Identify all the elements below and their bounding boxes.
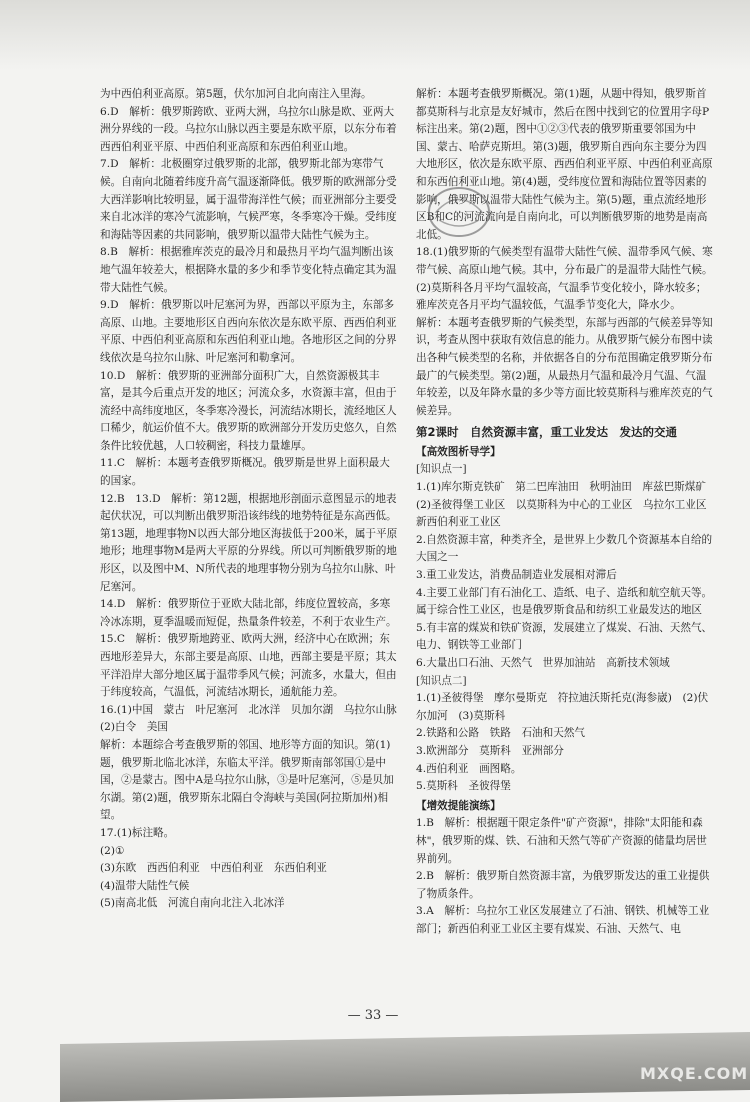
left-column	[100, 86, 400, 913]
list-item: 1.(1)圣彼得堡 摩尔曼斯克 符拉迪沃斯托克(海参崴) (2)伏尔加河 (3)莫斯科	[416, 692, 709, 722]
list-item: 2.B 解析：俄罗斯自然资源丰富，为俄罗斯发达的重工业提供了物质条件。	[416, 870, 710, 900]
answer-block: 11.C 解析：本题考查俄罗斯概况。俄罗斯是世界上面积最大的国家。	[100, 457, 390, 488]
answer-block: 12.B 13.D 解析：第12题，根据地形剖面示意图显示的地表起伏状况，可以判断出俄罗斯沿该纬线的地势特征是东高西低。第13题，地理事物N以西大部分地区海拔低于200米，属于平原地形；地理事物M是两大平原的分界线。所以可判断俄罗斯的地形区，以及图中M、N所代表的地理事物分别为乌拉尔山脉、叶尼塞河。	[100, 492, 398, 593]
knowledge-point-label: [知识点一]	[416, 463, 467, 476]
ink-stamp-icon	[424, 182, 494, 242]
list-item: 5.莫斯科 圣彼得堡	[416, 780, 511, 793]
answer-block: 为中西伯利亚高原。第5题，伏尔加河自北向南注入里海。	[100, 88, 372, 100]
list-item: 3.欧洲部分 莫斯科 亚洲部分	[416, 744, 564, 757]
answer-block: 15.C 解析：俄罗斯地跨亚、欧两大洲，经济中心在欧洲；东西地形差异大，东部主要是高原、山地，西部主要是平原；其太平洋沿岸大部分地区属于温带季风气候；河流多，水量大，但由于纬度较高，气温低，河流结冰期长，通航能力差。	[100, 633, 397, 699]
list-item: 4.西伯利亚 画图略。	[416, 762, 522, 775]
answer-block: 17.(1)标注略。	[100, 826, 175, 839]
list-item: 1.B 解析：根据题干限定条件"矿产资源"，排除"太阳能和森林"，俄罗斯的煤、铁、石油和天然气等矿产资源的储量均居世界前列。	[416, 817, 707, 865]
list-item: 2.铁路和公路 铁路 石油和天然气	[416, 727, 586, 740]
answer-block: 14.D 解析：俄罗斯位于亚欧大陆北部，纬度位置较高，多寒冷冰冻期，夏季温暖而短促，热量条件较差，不利于农业生产。	[100, 598, 397, 628]
list-item: 6.大量出口石油、天然气 世界加油站 高新技术领域	[416, 657, 670, 669]
answer-block: 9.D 解析：俄罗斯以叶尼塞河为界，西部以平原为主，东部多高原、山地。主要地形区自西向东依次是东欧平原、西西伯利亚平原、中西伯利亚高原和东西伯利亚山地。各地形区之间的分界线依次是乌拉尔山脉、叶尼塞河和勒拿河。	[100, 299, 397, 364]
answer-block: 6.D 解析：俄罗斯跨欧、亚两大洲，乌拉尔山脉是欧、亚两大洲分界线的一段。乌拉尔山脉以西主要是东欧平原，以东分布着西西伯利亚平原、中西伯利亚高原和东西伯利亚山地。	[100, 105, 397, 153]
answer-block: (5)南高北低 河流自南向北注入北冰洋	[100, 897, 285, 910]
list-item: 5.有丰富的煤炭和铁矿资源，发展建立了煤炭、石油、天然气、电力、钢铁等工业部门	[416, 621, 713, 652]
page-number: — 33 —	[347, 1008, 399, 1023]
answer-block: 18.(1)俄罗斯的气候类型有温带大陆性气候、温带季风气候、寒带气候、高原山地气候。其中，分布最广的是温带大陆性气候。	[416, 246, 713, 276]
answer-block: 7.D 解析：北极圈穿过俄罗斯的北部，俄罗斯北部为寒带气候。自南向北随着纬度升高气温逐渐降低。俄罗斯的欧洲部分受大西洋影响比较明显，属于温带海洋性气候；而亚洲部分主要受来自北冰洋的寒冷气流影响，气候严寒，冬季寒冷干燥。受纬度和海陆等因素的共同影响，俄罗斯以温带大陆性气候为主。	[100, 158, 397, 241]
list-item: 4.主要工业部门有石油化工、造纸、电子、造纸和航空航天等。属于综合性工业区，也是俄罗斯食品和纺织工业最发达的地区	[416, 586, 713, 617]
knowledge-point-label: [知识点二]	[416, 674, 467, 687]
section-title: 【增效提能演练】	[416, 799, 501, 812]
answer-block: (2)白令 美国	[100, 721, 168, 734]
watermark-text: MXQE.COM	[640, 1064, 749, 1083]
answer-block: (2)莫斯科各月平均气温较高，气温季节变化较小，降水较多；雅库茨克各月平均气温较低，气温季节变化大，降水少。	[416, 281, 707, 312]
answer-block: 解析：本题考查俄罗斯的气候类型，东部与西部的气候差异等知识，考查从图中获取有效信息的能力。从俄罗斯气候分布图中读出各种气候类型的名称，并依据各自的分布范围确定俄罗斯分布最广的气候类型。第(2)题，从最热月气温和最冷月气温、气温年较差，以及年降水量的多少等方面比较莫斯科与雅库茨克的气候差异。	[416, 316, 713, 417]
answer-block: (4)温带大陆性气候	[100, 879, 190, 892]
list-item: 3.重工业发达，消费品制造业发展相对滞后	[416, 569, 617, 582]
answer-block: (3)东欧 西西伯利亚 中西伯利亚 东西伯利亚	[100, 862, 327, 875]
page-top-shadow	[0, 0, 750, 70]
list-item: 2.自然资源丰富，种类齐全，是世界上少数几个资源基本自给的大国之一	[416, 533, 713, 564]
answer-block: (2)①	[100, 844, 125, 857]
list-item: 3.A 解析：乌拉尔工业区发展建立了石油、钢铁、机械等工业部门；新西伯利亚工业区主要有煤炭、石油、天然气、电	[416, 905, 710, 935]
answer-block: 解析：本题考查俄罗斯概况。第(1)题，从题中得知，俄罗斯首都莫斯科与北京是友好城市，然后在图中找到它的位置用字母P标注出来。第(2)题，图中①②③代表的俄罗斯重要邻国为中国、蒙古、哈萨克斯坦。第(3)题，俄罗斯自西向东主要分为四大地形区，依次是东欧平原、西西伯利亚平原、中西伯利亚高原和东西伯利亚山地。第(4)题，受纬度位置和海陆位置等因素的影响，俄罗斯以温带大陆性气候为主。第(5)题，重点流经地形区B和C的河流流向是自南向北，可以判断俄罗斯的地势是南高北低。	[416, 88, 713, 241]
answer-block: 10.D 解析：俄罗斯的亚洲部分面积广大，自然资源极其丰富，是其今后重点开发的地区；河流众多，水资源丰富，但由于流经中高纬度地区，冬季寒冷漫长，河流结冰期长，流经地区人口稀少，航运价值不大。俄罗斯的欧洲部分开发历史悠久，自然条件比较优越，人口较稠密，科技力量雄厚。	[100, 369, 397, 452]
list-item: 1.(1)库尔斯克铁矿 第二巴库油田 秋明油田 库兹巴斯煤矿 (2)圣彼得堡工业区 以莫斯科为中心的工业区 乌拉尔工业区 新西伯利亚工业区	[416, 481, 718, 529]
lesson-title: 第2课时 自然资源丰富，重工业发达 发达的交通	[416, 425, 677, 440]
section-title: 【高效图析导学】	[416, 445, 501, 458]
answer-block: 16.(1)中国 蒙古 叶尼塞河 北冰洋 贝加尔湖 乌拉尔山脉	[100, 703, 397, 716]
answer-block: 8.B 解析：根据雅库茨克的最冷月和最热月平均气温判断出该地气温年较差大，根据降水量的多少和季节变化特点确定其为温带大陆性气候。	[100, 246, 397, 294]
answer-block: 解析：本题综合考查俄罗斯的邻国、地形等方面的知识。第(1)题，俄罗斯北临北冰洋，东临太平洋。俄罗斯南部邻国①是中国，②是蒙古。图中A是乌拉尔山脉，③是叶尼塞河，⑤是贝加尔湖。第(2)题，俄罗斯东北隔白令海峡与美国(阿拉斯加州)相望。	[100, 738, 394, 822]
